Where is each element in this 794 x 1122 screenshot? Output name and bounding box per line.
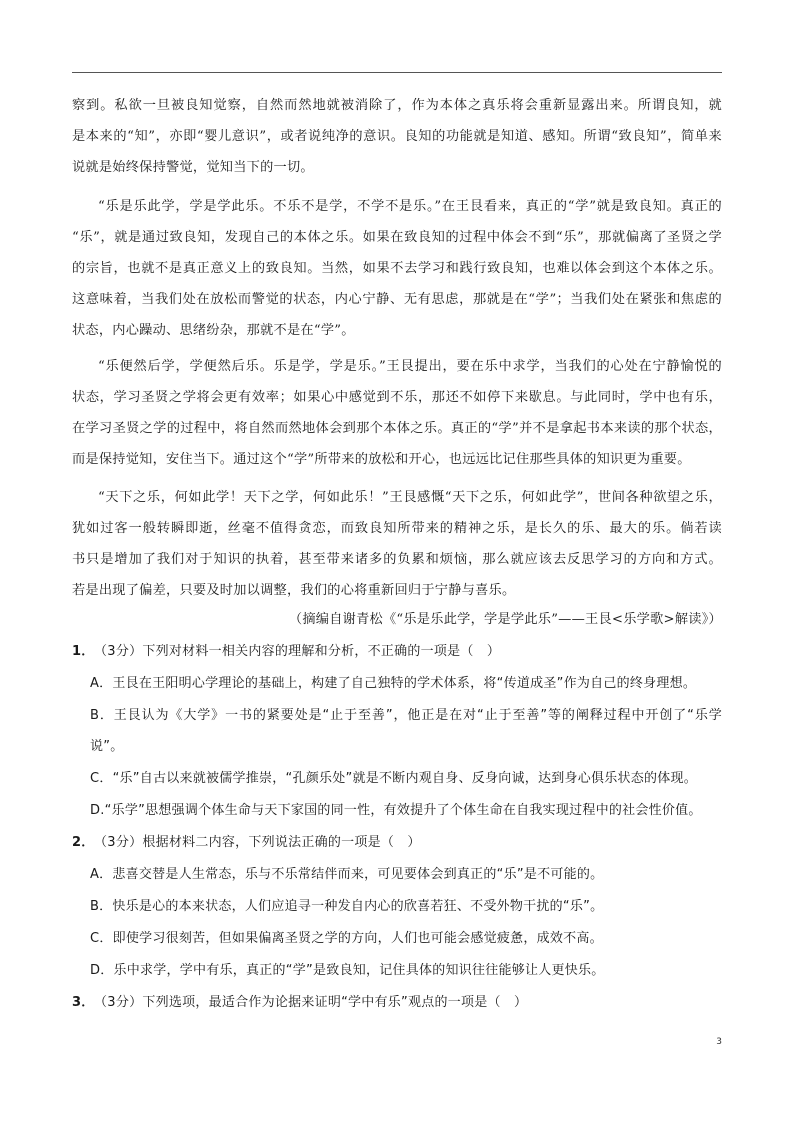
question-2-option-a: A．悲喜交替是人生常态，乐与不乐常结伴而来，可见要体会到真正的“乐”是不可能的。 <box>90 867 604 882</box>
passage-line: 若是出现了偏差，只要及时加以调整，我们的心将重新回归于宁静与喜乐。 <box>72 583 516 598</box>
question-number: 1． <box>72 644 95 659</box>
passage-line: “乐便然后学，学便然后乐。乐是学，学是乐。”王艮提出，要在乐中求学，当我们的心处在宁静愉悦的 <box>98 359 722 374</box>
passage-source: （摘编自谢青松《“乐是乐此学，学是学此乐”——王艮<乐学歌>解读》） <box>288 612 722 627</box>
passage-line: 状态，学习圣贤之学将会更有效率；如果心中感觉到不乐，那还不如停下来歇息。与此同时，学中也有乐， <box>72 390 722 405</box>
passage-line: 察到。私欲一旦被良知觉察，自然而然地就被消除了，作为本体之真乐将会重新显露出来。所谓良知，就 <box>72 98 722 113</box>
question-2-option-b: B．快乐是心的本来状态，人们应追寻一种发自内心的欣喜若狂、不受外物干扰的“乐”。 <box>90 899 604 914</box>
question-2-option-d: D．乐中求学，学中有乐，真正的“学”是致良知，记住具体的知识往往能够让人更快乐。 <box>90 963 605 978</box>
question-stem-text: （3分）根据材料二内容，下列说法正确的一项是（ ） <box>100 835 421 850</box>
question-1-option-d: D.“乐学”思想强调个体生命与天下家国的同一性，有效提升了个体生命在自我实现过程中的社会性价值。 <box>90 803 702 818</box>
passage-line: 说就是始终保持警觉，觉知当下的一切。 <box>72 160 314 175</box>
passage-line: “乐”，就是通过致良知，发现自己的本体之乐。如果在致良知的过程中体会不到“乐”，那就偏离了圣贤之学 <box>72 230 722 245</box>
header-rule <box>72 72 722 73</box>
page-number: 3 <box>716 1037 722 1047</box>
question-2-stem <box>72 828 722 858</box>
passage-line: 在学习圣贤之学的过程中，将自然而然地体会到那个本体之乐。真正的“学”并不是拿起书本来读的那个状态， <box>72 421 722 436</box>
passage-line: “天下之乐，何如此学！天下之学，何如此乐！”王艮感慨“天下之乐，何如此学”，世间各种欲望之乐， <box>98 490 722 505</box>
question-number: 3． <box>72 995 95 1010</box>
question-1-stem <box>72 637 722 667</box>
passage-line: “乐是乐此学，学是学此乐。不乐不是学，不学不是乐。”在王艮看来，真正的“学”就是致良知。真正的 <box>98 199 722 214</box>
passage-line: 是本来的“知”，亦即“婴儿意识”，或者说纯净的意识。良知的功能就是知道、感知。所谓“致良知”，简单来 <box>72 129 722 144</box>
question-2-option-c: C．即使学习很刻苦，但如果偏离圣贤之学的方向，人们也可能会感觉疲惫，成效不高。 <box>90 931 603 946</box>
question-1-option-b: B．王艮认为《大学》一书的紧要处是“止于至善”，他正是在对“止于至善”等的阐释过程中开创了“乐学 <box>90 708 722 723</box>
passage-line: 而是保持觉知，安住当下。通过这个“学”所带来的放松和开心，也远远比记住那些具体的知识更为重要。 <box>72 452 691 467</box>
question-1-option-b-cont: 说”。 <box>90 739 124 754</box>
question-1-option-c: C．“乐”自古以来就被儒学推崇，“孔颜乐处”就是不断内观自身、反身向诚，达到身心俱乐状态的体现。 <box>90 771 698 786</box>
question-stem-text: （3分）下列对材料一相关内容的理解和分析，不正确的一项是（ ） <box>100 644 501 659</box>
question-3-stem <box>72 988 722 1018</box>
passage-line: 犹如过客一般转瞬即逝，丝毫不值得贪恋，而致良知所带来的精神之乐，是长久的乐、最大的乐。倘若读 <box>72 521 722 536</box>
passage-line: 的宗旨，也就不是真正意义上的致良知。当然，如果不去学习和践行致良知，也难以体会到这个本体之乐。 <box>72 261 722 276</box>
passage-line: 书只是增加了我们对于知识的执着，甚至带来诸多的负累和烦恼，那么就应该去反思学习的方向和方式。 <box>72 552 722 567</box>
question-stem-text: （3分）下列选项，最适合作为论据来证明“学中有乐”观点的一项是（ ） <box>100 995 528 1010</box>
question-1-option-a: A．王艮在王阳明心学理论的基础上，构建了自己独特的学术体系，将“传道成圣”作为自己的终身理想。 <box>90 676 697 691</box>
question-number: 2． <box>72 835 95 850</box>
passage-line: 状态，内心躁动、思绪纷杂，那就不是在“学”。 <box>72 323 355 338</box>
passage-line: 这意味着，当我们处在放松而警觉的状态，内心宁静、无有思虑，那就是在“学”；当我们处在紧张和焦虑的 <box>72 292 722 307</box>
